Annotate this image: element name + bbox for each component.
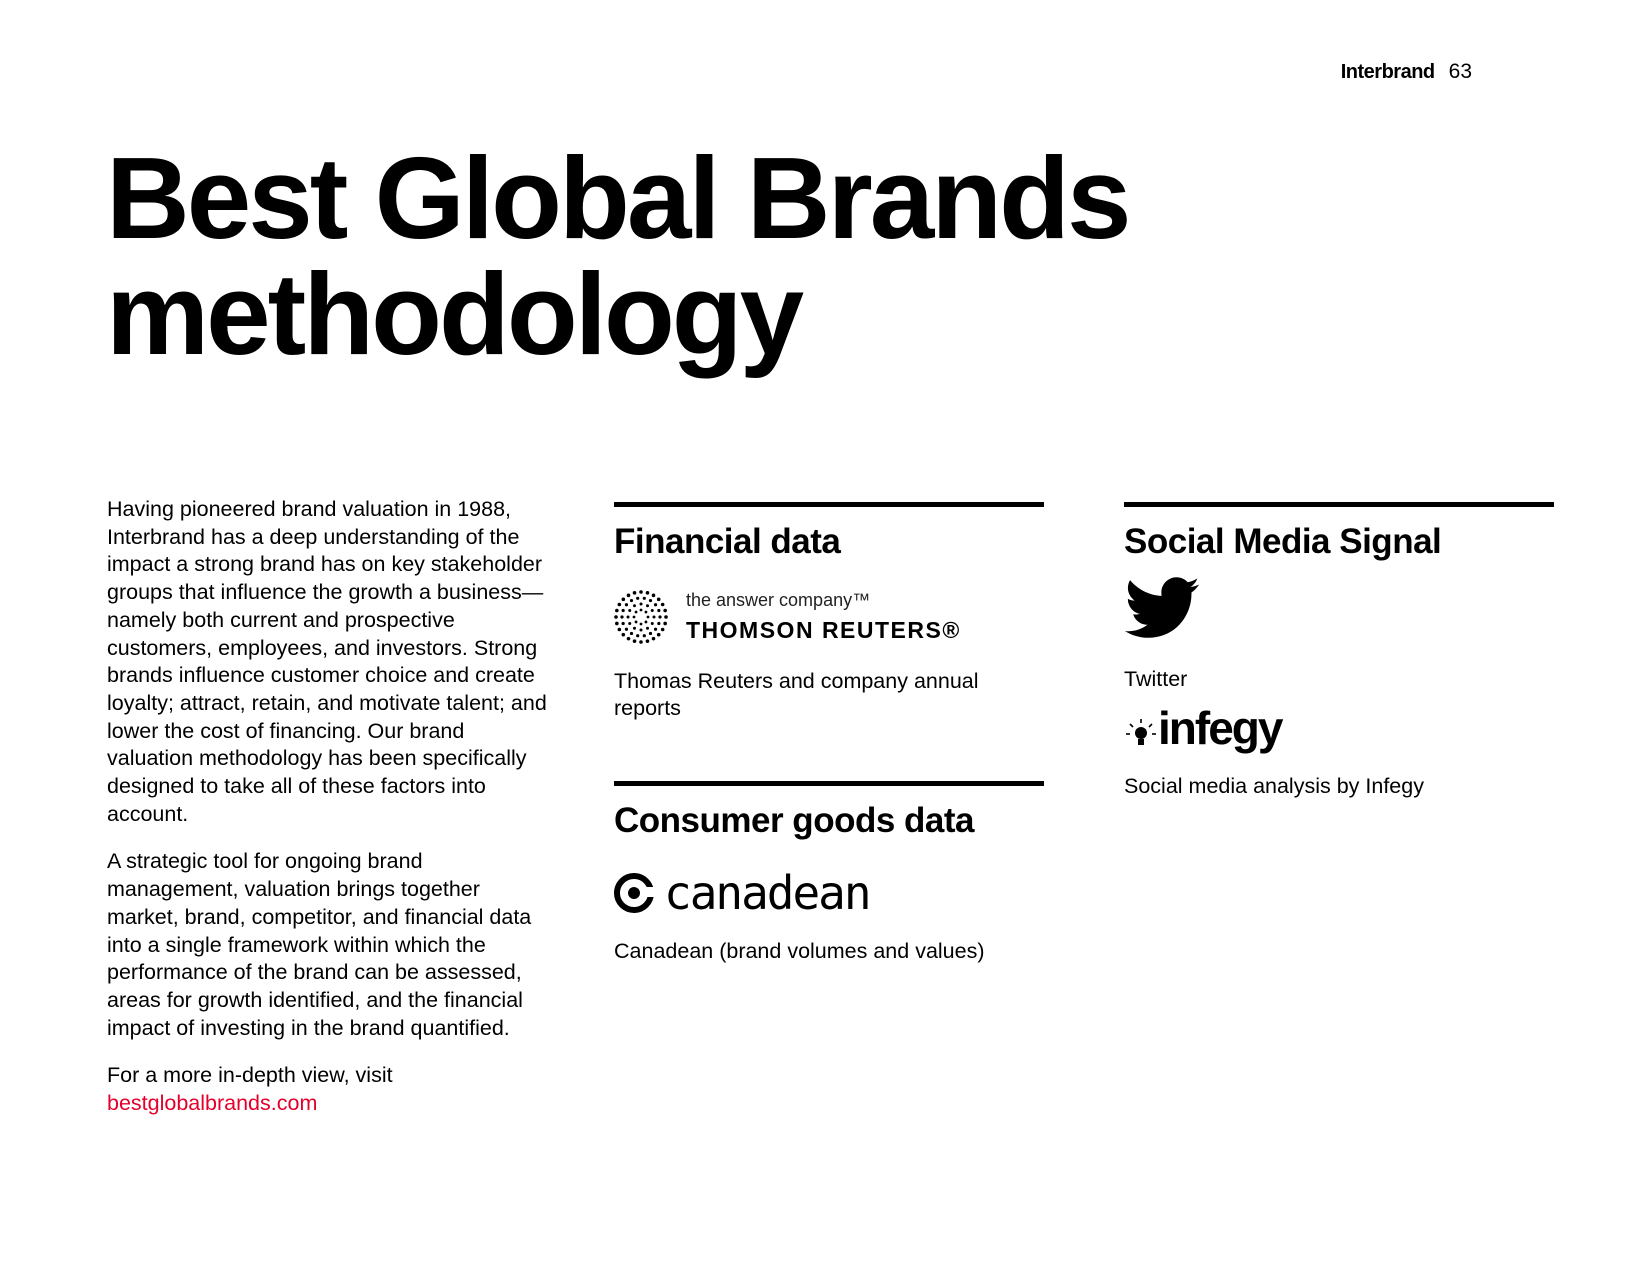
canadean-wordmark: canadean [664,866,870,920]
social-media-section [1124,502,1554,800]
page-title [106,133,1129,379]
financial-heading: Financial data [614,522,841,561]
canadean-swirl-icon [614,873,654,913]
title-line-1: Best Global Brands [106,133,1129,263]
twitter-label: Twitter [1124,667,1188,691]
twitter-bird-icon [1124,577,1200,639]
page-header [1341,60,1472,84]
thomson-reuters-logo [614,589,1044,644]
section-divider [614,781,1044,786]
infegy-label: Social media analysis by Infegy [1124,774,1424,798]
infegy-wordmark: infegy [1158,702,1282,754]
thomson-reuters-tagline: the answer company™ [686,590,871,610]
financial-data-section [614,502,1044,722]
consumer-heading: Consumer goods data [614,801,974,840]
intro-paragraph-1: Having pioneered brand valuation in 1988, Interbrand has a deep understanding of the impact a strong brand has on key stakeholder groups that influence the growth a business—namely both current and prospective customers, employees, and investors. Strong brands influence customer choice and create loyalty; attract, retain, and motivate talent; and lower the cost of financing. Our brand valuation methodology has been specifically designed to take all of these factors into account. [107,497,547,826]
intro-visit-text: For a more in-depth view, visit [107,1063,393,1088]
lightbulb-icon [1124,717,1158,751]
consumer-description: Canadean (brand volumes and values) [614,939,985,963]
intro-text [107,496,547,1138]
header-brand: Interbrand [1340,61,1435,83]
twitter-logo [1124,577,1554,644]
infegy-logo [1124,702,1554,754]
section-divider [614,502,1044,507]
thomson-reuters-dots-icon [614,590,668,644]
title-line-2: methodology [106,249,802,379]
canadean-logo [614,866,1044,920]
consumer-goods-section [614,781,1044,965]
intro-paragraph-2: A strategic tool for ongoing brand management, valuation brings together market, brand, competitor, and financial data into a single framework within which the performance of the brand can be assessed, areas for growth identified, and the financial impact of investing in the brand quantified. [107,849,532,1040]
thomson-reuters-name: THOMSON REUTERS® [686,617,961,643]
bestglobalbrands-link[interactable]: bestglobalbrands.com [107,1091,318,1116]
page-number: 63 [1448,60,1472,83]
intro-paragraph-3 [107,1062,547,1117]
section-divider [1124,502,1554,507]
financial-description: Thomas Reuters and company annual reports [614,669,979,720]
social-heading: Social Media Signal [1124,522,1442,561]
